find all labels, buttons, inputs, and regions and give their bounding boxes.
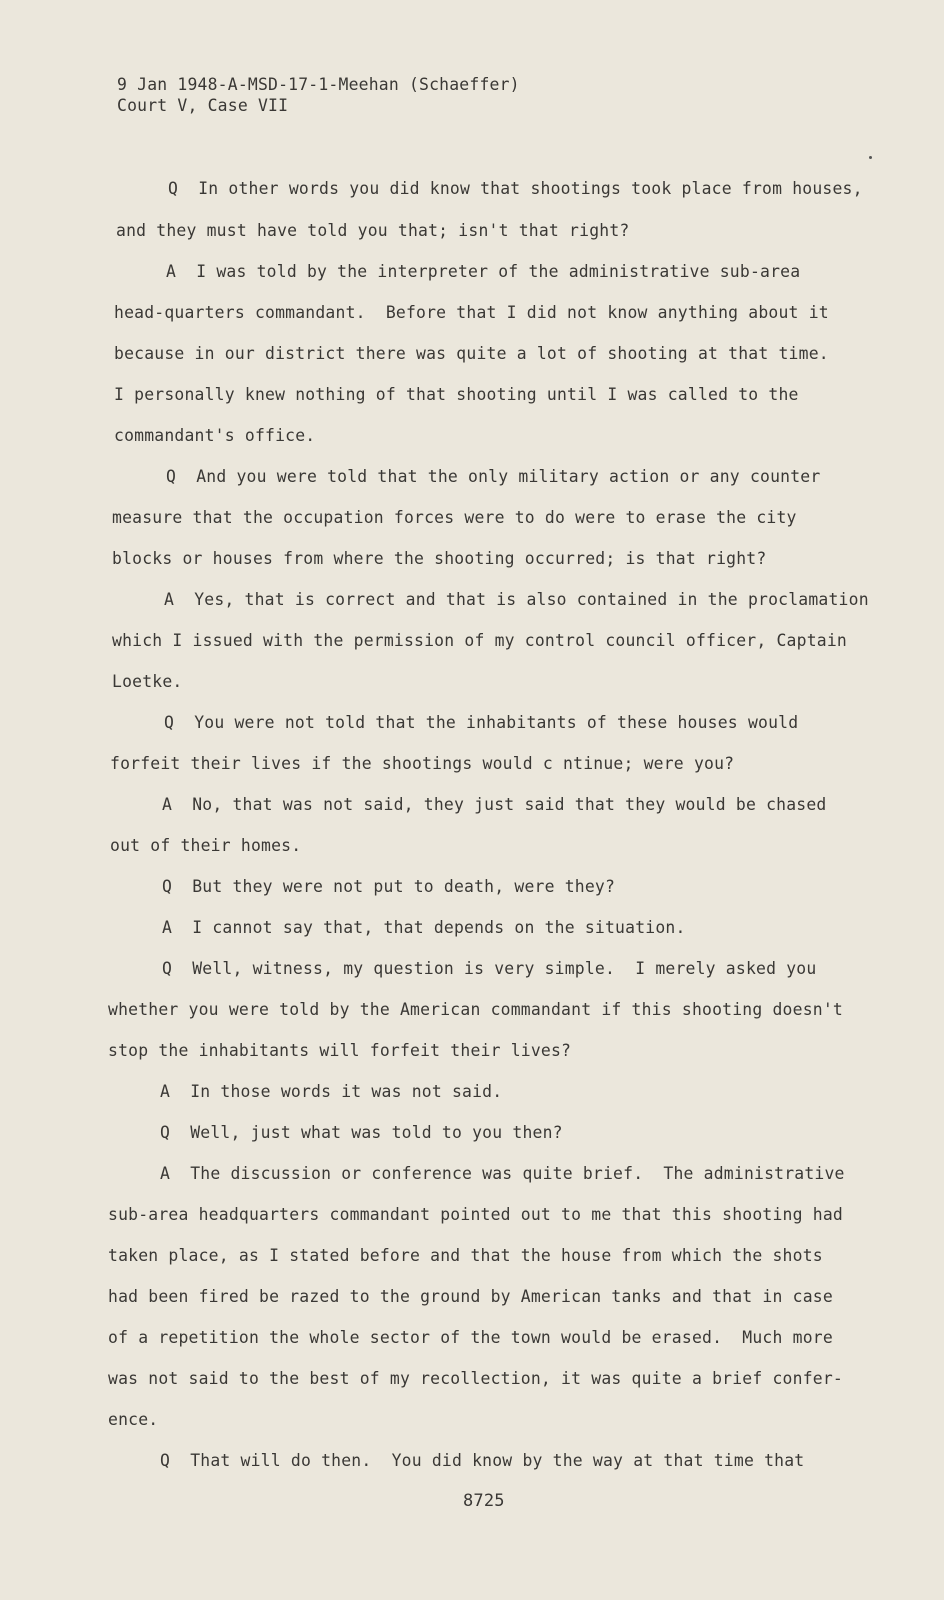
text-line: I personally knew nothing of that shooting until I was called to the xyxy=(114,385,799,404)
text-line: Loetke. xyxy=(112,672,183,691)
text-line: stop the inhabitants will forfeit their lives? xyxy=(108,1041,572,1060)
text-line: taken place, as I stated before and that the house from which the shots xyxy=(108,1246,823,1265)
text-line: whether you were told by the American commandant if this shooting doesn't xyxy=(108,1000,843,1019)
text-line: Q That will do then. You did know by the way at that time that xyxy=(160,1451,805,1470)
text-line: Q But they were not put to death, were they? xyxy=(162,877,616,896)
page-number: 8725 xyxy=(463,1491,505,1511)
text-line: Q Well, witness, my question is very simple. I merely asked you xyxy=(162,959,817,978)
text-line: head-quarters commandant. Before that I did not know anything about it xyxy=(114,303,829,322)
text-line: A I was told by the interpreter of the administrative sub-area xyxy=(166,262,801,281)
text-line: out of their homes. xyxy=(110,836,302,855)
text-line: A The discussion or conference was quite brief. The administrative xyxy=(160,1164,845,1183)
text-line: A I cannot say that, that depends on the situation. xyxy=(162,918,686,937)
text-line: A In those words it was not said. xyxy=(160,1082,503,1101)
text-line: Q You were not told that the inhabitants of these houses would xyxy=(164,713,799,732)
header-line-2: Court V, Case VII xyxy=(117,96,289,115)
document-header xyxy=(117,74,520,116)
text-line: blocks or houses from where the shooting occurred; is that right? xyxy=(112,549,767,568)
paper-speck xyxy=(869,156,872,159)
text-line: commandant's office. xyxy=(114,426,316,445)
text-line: Q Well, just what was told to you then? xyxy=(160,1123,563,1142)
text-line: sub-area headquarters commandant pointed out to me that this shooting had xyxy=(108,1205,843,1224)
text-line: which I issued with the permission of my control council officer, Captain xyxy=(112,631,847,650)
text-line: Q In other words you did know that shootings took place from houses, xyxy=(168,179,863,198)
text-line: A No, that was not said, they just said that they would be chased xyxy=(162,795,827,814)
text-line: A Yes, that is correct and that is also contained in the proclamation xyxy=(164,590,869,609)
header-line-1: 9 Jan 1948-A-MSD-17-1-Meehan (Schaeffer) xyxy=(117,75,520,94)
text-line: ence. xyxy=(108,1410,159,1429)
text-line: forfeit their lives if the shootings would c ntinue; were you? xyxy=(110,754,735,773)
text-line: measure that the occupation forces were to do were to erase the city xyxy=(112,508,797,527)
text-line: Q And you were told that the only military action or any counter xyxy=(166,467,821,486)
text-line: because in our district there was quite a lot of shooting at that time. xyxy=(114,344,829,363)
text-line: had been fired be razed to the ground by American tanks and that in case xyxy=(108,1287,833,1306)
text-line: was not said to the best of my recollection, it was quite a brief confer- xyxy=(108,1369,843,1388)
text-line: and they must have told you that; isn't that right? xyxy=(116,221,630,240)
text-line: of a repetition the whole sector of the town would be erased. Much more xyxy=(108,1328,833,1347)
